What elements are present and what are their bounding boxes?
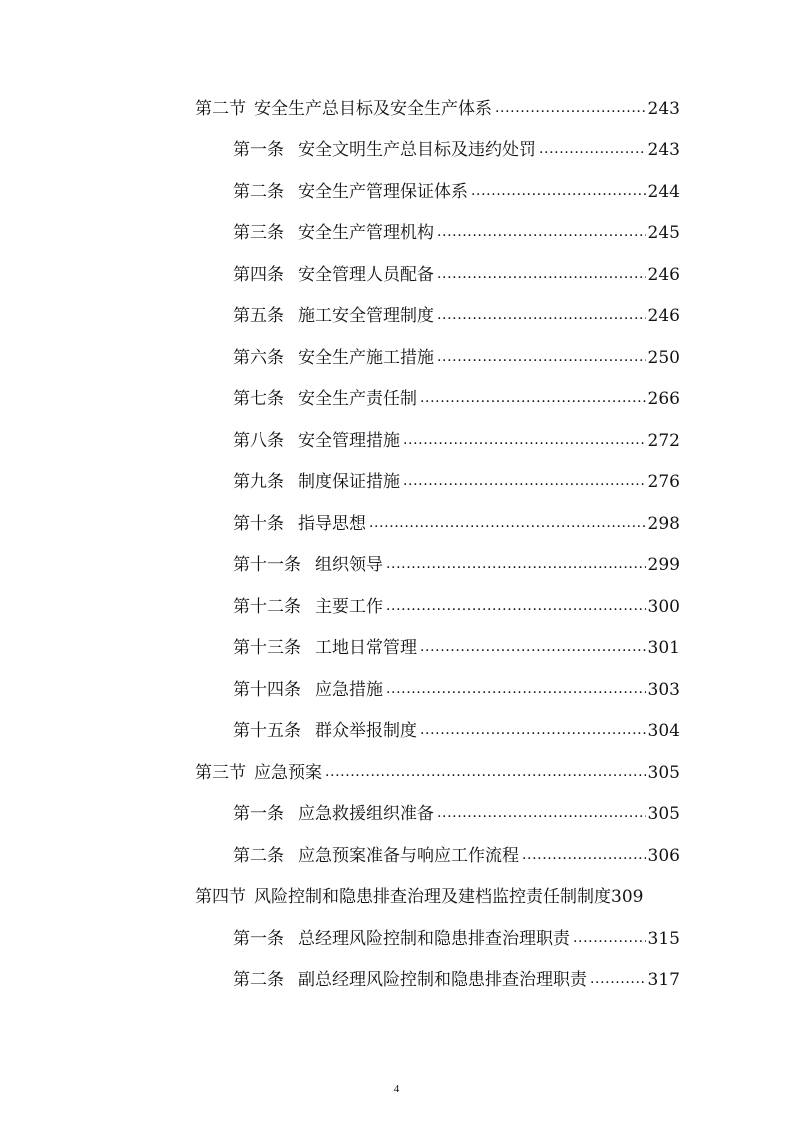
toc-entry-number: 第二条: [233, 970, 284, 991]
toc-dot-leader: [522, 845, 646, 867]
toc-section-entry[interactable]: [0, 88, 680, 130]
toc-entry-number: 第十二条: [233, 596, 301, 617]
toc-entry-number: 第四节: [195, 887, 246, 908]
toc-dot-leader: [386, 596, 646, 618]
toc-entry-page: 315: [647, 928, 680, 949]
toc-article-entry[interactable]: [0, 918, 680, 960]
toc-dot-leader: [573, 928, 646, 950]
toc-entry-number: 第十条: [233, 513, 284, 534]
toc-entry-number: 第七条: [233, 389, 284, 410]
toc-section-entry[interactable]: [0, 752, 680, 794]
toc-entry-title: 风险控制和隐患排查治理及建档监控责任制制度: [254, 887, 611, 908]
toc-entry-number: 第二条: [233, 181, 284, 202]
toc-entry-page: 306: [647, 845, 680, 866]
toc-entry-number: 第三节: [195, 762, 246, 783]
toc-article-entry[interactable]: [0, 420, 680, 462]
toc-dot-leader: [437, 803, 646, 825]
toc-entry-title: 制度保证措施: [298, 472, 400, 493]
toc-article-entry[interactable]: [0, 794, 680, 836]
toc-entry-title: 应急措施: [315, 679, 383, 700]
toc-dot-leader: [437, 305, 646, 327]
toc-entry-number: 第九条: [233, 472, 284, 493]
toc-entry-title: 副总经理风险控制和隐患排查治理职责: [298, 970, 587, 991]
toc-entry-title: 指导思想: [298, 513, 366, 534]
toc-entry-number: 第三条: [233, 223, 284, 244]
toc-entry-page: 303: [647, 679, 680, 700]
toc-dot-leader: [590, 969, 646, 991]
toc-entry-page: 309: [611, 887, 644, 908]
toc-entry-page: 305: [647, 804, 680, 825]
toc-article-entry[interactable]: [0, 503, 680, 545]
toc-article-entry[interactable]: [0, 586, 680, 628]
table-of-contents: [0, 88, 793, 1001]
toc-entry-number: 第一条: [233, 140, 284, 161]
toc-entry-title: 施工安全管理制度: [298, 306, 434, 327]
toc-entry-number: 第四条: [233, 264, 284, 285]
toc-entry-page: 276: [647, 472, 680, 493]
toc-entry-title: 应急预案: [254, 762, 322, 783]
toc-entry-title: 安全生产责任制: [298, 389, 417, 410]
toc-article-entry[interactable]: [0, 545, 680, 587]
toc-entry-title: 主要工作: [315, 596, 383, 617]
toc-entry-page: 300: [647, 596, 680, 617]
toc-entry-title: 总经理风险控制和隐患排查治理职责: [298, 928, 570, 949]
toc-entry-number: 第一条: [233, 928, 284, 949]
toc-entry-page: 299: [647, 555, 680, 576]
toc-entry-title: 组织领导: [315, 555, 383, 576]
toc-dot-leader: [325, 762, 646, 784]
toc-dot-leader: [386, 554, 646, 576]
toc-dot-leader: [369, 513, 646, 535]
toc-article-entry[interactable]: [0, 379, 680, 421]
toc-entry-title: 应急救援组织准备: [298, 804, 434, 825]
toc-dot-leader: [471, 181, 646, 203]
toc-article-entry[interactable]: [0, 462, 680, 504]
toc-entry-page: 250: [647, 347, 680, 368]
toc-entry-page: 317: [647, 970, 680, 991]
toc-article-entry[interactable]: [0, 960, 680, 1002]
toc-article-entry[interactable]: [0, 213, 680, 255]
toc-entry-page: 243: [647, 98, 680, 119]
toc-entry-title: 安全文明生产总目标及违约处罚: [298, 140, 536, 161]
toc-dot-leader: [386, 679, 646, 701]
toc-entry-number: 第十一条: [233, 555, 301, 576]
toc-article-entry[interactable]: [0, 296, 680, 338]
toc-dot-leader: [437, 347, 646, 369]
toc-dot-leader: [420, 388, 646, 410]
toc-entry-page: 245: [647, 223, 680, 244]
toc-entry-title: 安全生产管理机构: [298, 223, 434, 244]
toc-entry-number: 第二节: [195, 98, 246, 119]
toc-entry-title: 工地日常管理: [315, 638, 417, 659]
toc-entry-title: 安全生产施工措施: [298, 347, 434, 368]
toc-dot-leader: [539, 139, 646, 161]
toc-entry-title: 安全管理人员配备: [298, 264, 434, 285]
toc-entry-number: 第八条: [233, 430, 284, 451]
toc-article-entry[interactable]: [0, 711, 680, 753]
toc-section-entry[interactable]: [0, 877, 680, 919]
toc-entry-number: 第二条: [233, 845, 284, 866]
toc-dot-leader: [437, 222, 646, 244]
toc-entry-page: 243: [647, 140, 680, 161]
toc-entry-page: 244: [647, 181, 680, 202]
toc-entry-number: 第六条: [233, 347, 284, 368]
toc-entry-title: 安全管理措施: [298, 430, 400, 451]
toc-dot-leader: [437, 264, 646, 286]
toc-article-entry[interactable]: [0, 130, 680, 172]
toc-entry-page: 304: [647, 721, 680, 742]
toc-entry-number: 第十三条: [233, 638, 301, 659]
toc-dot-leader: [420, 637, 646, 659]
toc-entry-number: 第十四条: [233, 679, 301, 700]
toc-entry-number: 第五条: [233, 306, 284, 327]
toc-entry-page: 266: [647, 389, 680, 410]
toc-entry-page: 246: [647, 306, 680, 327]
page-number: 4: [393, 1083, 400, 1095]
toc-article-entry[interactable]: [0, 669, 680, 711]
toc-dot-leader: [403, 471, 646, 493]
toc-entry-page: 246: [647, 264, 680, 285]
toc-dot-leader: [420, 720, 646, 742]
toc-article-entry[interactable]: [0, 337, 680, 379]
toc-entry-title: 安全生产总目标及安全生产体系: [254, 98, 492, 119]
toc-entry-title: 安全生产管理保证体系: [298, 181, 468, 202]
toc-entry-number: 第十五条: [233, 721, 301, 742]
toc-dot-leader: [403, 430, 646, 452]
toc-entry-page: 301: [647, 638, 680, 659]
toc-entry-page: 298: [647, 513, 680, 534]
toc-entry-page: 272: [647, 430, 680, 451]
toc-dot-leader: [495, 98, 646, 120]
toc-article-entry[interactable]: [0, 628, 680, 670]
toc-entry-title: 群众举报制度: [315, 721, 417, 742]
toc-entry-page: 305: [647, 762, 680, 783]
toc-entry-title: 应急预案准备与响应工作流程: [298, 845, 519, 866]
toc-article-entry[interactable]: [0, 171, 680, 213]
toc-article-entry[interactable]: [0, 254, 680, 296]
toc-article-entry[interactable]: [0, 835, 680, 877]
toc-entry-number: 第一条: [233, 804, 284, 825]
